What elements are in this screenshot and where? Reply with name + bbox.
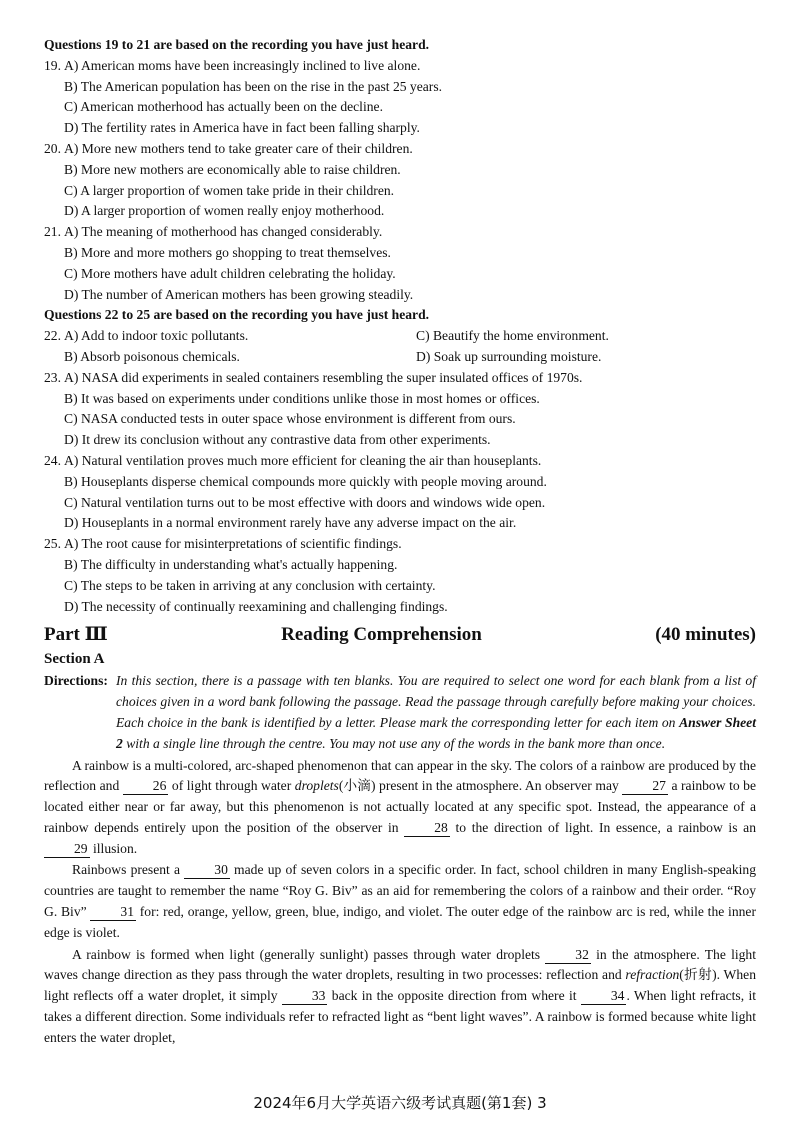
section-title: Section A bbox=[44, 651, 105, 668]
passage-text: Rainbows present a bbox=[72, 862, 185, 878]
question-19 bbox=[44, 56, 756, 77]
directions bbox=[44, 671, 756, 754]
option-c: C) Natural ventilation turns out to be most effective with doors and windows wide open. bbox=[64, 494, 546, 510]
blank-31: 31 bbox=[90, 904, 136, 921]
passage-paragraph-3 bbox=[44, 945, 756, 1049]
question-21 bbox=[44, 222, 756, 243]
option-a: A) Add to indoor toxic pollutants. bbox=[64, 328, 249, 344]
passage-text: A rainbow is formed when light (generally sunlight) passes through water droplets bbox=[72, 946, 546, 962]
part-header bbox=[44, 622, 756, 647]
question-number: 22. bbox=[44, 328, 61, 344]
blank-32: 32 bbox=[545, 947, 591, 964]
glossed-word: refraction bbox=[625, 967, 680, 983]
passage-text: back in the opposite direction from where it bbox=[327, 988, 581, 1004]
option-c: C) More mothers have adult children celebrating the holiday. bbox=[64, 265, 396, 281]
blank-26: 26 bbox=[123, 778, 169, 795]
passage-paragraph-1 bbox=[44, 756, 756, 860]
option-d: D) The fertility rates in America have in fact been falling sharply. bbox=[64, 120, 420, 136]
question-22-row-2 bbox=[44, 347, 756, 368]
option-b: B) The American population has been on the rise in the past 25 years. bbox=[64, 78, 443, 94]
option-a: A) NASA did experiments in sealed containers resembling the super insulated offices of 1970s. bbox=[64, 369, 583, 385]
passage-text: . When light reflects off a water droplet, it simply bbox=[44, 967, 756, 1004]
option-d: D) The number of American mothers has been growing steadily. bbox=[64, 286, 414, 302]
question-number: 23. bbox=[44, 369, 61, 385]
question-number: 19. bbox=[44, 57, 61, 73]
passage-text: illusion. bbox=[89, 840, 138, 856]
option-b: B) Absorb poisonous chemicals. bbox=[64, 348, 240, 364]
option-a: A) The meaning of motherhood has changed considerably. bbox=[64, 224, 383, 240]
option-d: D) Soak up surrounding moisture. bbox=[416, 348, 602, 364]
passage-text: made up of seven colors in a specific order. In fact, school children in many English-speaking countries are taught to remember the name “Roy G. Biv” as an aid for remembering the colors of a rainbow and their order. “Roy G. Biv” bbox=[44, 862, 757, 920]
option-a: A) The root cause for misinterpretations of scientific findings. bbox=[64, 536, 402, 552]
part-label: Part Ⅲ bbox=[44, 624, 108, 646]
option-b: B) Houseplants disperse chemical compounds more quickly with people moving around. bbox=[64, 473, 547, 489]
option-d: D) A larger proportion of women really enjoy motherhood. bbox=[64, 203, 385, 219]
passage-text: for: red, orange, yellow, green, blue, indigo, and violet. The outer edge of the rainbow arc is red, while the inner edge is violet. bbox=[44, 904, 756, 940]
question-22 bbox=[44, 326, 756, 347]
option-c: C) A larger proportion of women take pride in their children. bbox=[64, 182, 395, 198]
option-b: B) More new mothers are economically able to raise children. bbox=[64, 161, 401, 177]
questions-19-21-heading: Questions 19 to 21 are based on the recording you have just heard. bbox=[44, 37, 430, 52]
option-d: D) It drew its conclusion without any contrastive data from other experiments. bbox=[64, 432, 491, 448]
option-b: B) It was based on experiments under conditions unlike those in most homes or offices. bbox=[64, 390, 540, 406]
passage-text: A rainbow is a multi-colored, arc-shaped phenomenon that can appear in the sky. The colors of a rainbow are produced by the reflection and bbox=[44, 757, 756, 794]
question-number: 20. bbox=[44, 140, 61, 156]
option-a: A) American moms have been increasingly inclined to live alone. bbox=[64, 57, 421, 73]
blank-34: 34 bbox=[581, 988, 627, 1005]
part-time: (40 minutes) bbox=[655, 624, 756, 646]
option-b: B) More and more mothers go shopping to treat themselves. bbox=[64, 244, 391, 260]
blank-33: 33 bbox=[282, 988, 328, 1005]
page-content bbox=[44, 35, 756, 1049]
gloss: (小滴) bbox=[338, 778, 376, 794]
passage-paragraph-2 bbox=[44, 860, 756, 943]
directions-answer-sheet: Answer Sheet 2 bbox=[116, 714, 756, 751]
question-25 bbox=[44, 534, 756, 555]
option-d: D) The necessity of continually reexamining and challenging findings. bbox=[64, 598, 448, 614]
part-title: Reading Comprehension bbox=[281, 624, 482, 646]
passage-text: a rainbow to be located either near or far away, but this phenomenon is not actually located at any specific spot. Instead, the appearance of a rainbow depends entirely upon the position of the observer in bbox=[44, 778, 757, 835]
blank-27: 27 bbox=[622, 778, 668, 795]
gloss: (折射) bbox=[679, 967, 717, 983]
question-20 bbox=[44, 139, 756, 160]
option-b: B) The difficulty in understanding what's actually happening. bbox=[64, 556, 398, 572]
option-c: C) NASA conducted tests in outer space whose environment is different from ours. bbox=[64, 411, 516, 427]
question-number: 25. bbox=[44, 536, 61, 552]
passage-text: to the direction of light. In essence, a rainbow is an bbox=[449, 819, 756, 835]
option-a: A) Natural ventilation proves much more efficient for cleaning the air than houseplants. bbox=[64, 452, 542, 468]
question-number: 24. bbox=[44, 452, 61, 468]
passage-text: in the atmosphere. The light waves change direction as they pass through the water droplets, resulting in two processes: reflection and bbox=[44, 946, 757, 983]
questions-22-25-heading: Questions 22 to 25 are based on the recording you have just heard. bbox=[44, 307, 430, 323]
glossed-word: droplets bbox=[294, 778, 339, 794]
question-23 bbox=[44, 368, 756, 389]
blank-29: 29 bbox=[44, 841, 90, 858]
question-24 bbox=[44, 451, 756, 472]
passage-text: present in the atmosphere. An observer may bbox=[375, 778, 623, 794]
passage-text: . When light refracts, it takes a different direction. Some individuals refer to refracted light as “bent light waves”. A rainbow is formed because white light enters the water droplet, bbox=[44, 988, 756, 1045]
directions-text-1: In this section, there is a passage with ten blanks. You are required to select one word for each blank from a list of choices given in a word bank following the passage. Read the passage through carefully before making your choices. Each choice in the bank is identified by a letter. Please mark the corresponding letter for each item on bbox=[116, 673, 756, 730]
option-c: C) Beautify the home environment. bbox=[416, 328, 609, 344]
option-c: C) American motherhood has actually been on the decline. bbox=[64, 99, 383, 115]
blank-30: 30 bbox=[184, 862, 230, 879]
directions-label: Directions: bbox=[44, 673, 108, 689]
blank-28: 28 bbox=[404, 820, 450, 837]
option-c: C) The steps to be taken in arriving at any conclusion with certainty. bbox=[64, 577, 436, 593]
option-a: A) More new mothers tend to take greater care of their children. bbox=[64, 140, 413, 156]
option-d: D) Houseplants in a normal environment rarely have any adverse impact on the air. bbox=[64, 515, 517, 531]
directions-text-2: with a single line through the centre. You may not use any of the words in the bank more than once. bbox=[122, 735, 666, 751]
passage-text: of light through water bbox=[168, 778, 295, 794]
question-number: 21. bbox=[44, 224, 61, 240]
page-footer: 2024年6月大学英语六级考试真题(第1套) 3 bbox=[253, 1094, 547, 1112]
